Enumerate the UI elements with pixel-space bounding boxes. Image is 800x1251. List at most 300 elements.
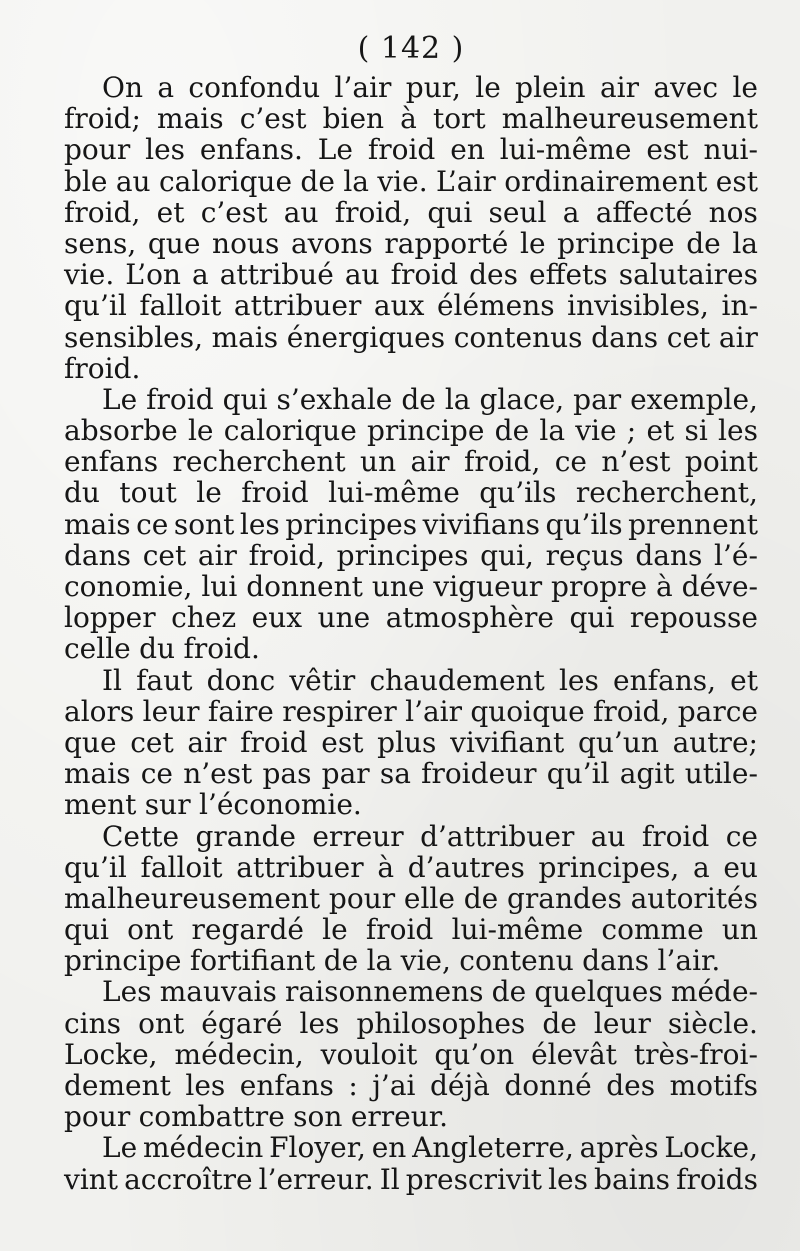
word: glace, [479,382,565,416]
word: froid [367,133,436,167]
word: en [450,133,485,167]
word: recherchent [172,445,346,479]
text-line [64,415,758,446]
word: lopper [64,601,156,635]
word: les [239,507,280,541]
text-line [64,602,758,633]
word: vivifians [422,507,540,541]
text-line [64,1070,758,1101]
word: une [317,601,371,635]
word: du [139,632,176,666]
word: du [64,476,100,510]
word: pas [262,757,312,791]
word: invisibles, [567,289,709,323]
text-line [64,477,758,508]
word: froids [676,1162,758,1196]
word: grande [195,819,296,853]
word: j’ai [372,1069,416,1102]
word: siècle. [667,1006,758,1040]
word: qui [569,601,615,635]
word: conomie, [64,570,193,603]
word: bien [322,102,385,136]
word: nui- [703,133,758,167]
word: utile- [684,757,758,791]
word: que [64,725,117,759]
word: le [519,226,546,260]
word: froid, [334,195,412,229]
word: la [539,414,566,448]
word: calorique [223,414,357,448]
word: Le [102,382,138,416]
word: grandes [506,881,622,915]
text-line [64,1039,758,1070]
word: cins [64,1006,122,1040]
word: ont [138,1006,185,1040]
word: l’air [334,71,392,104]
word: falloit [140,850,223,884]
word: les [299,1006,340,1040]
word: à [656,570,673,603]
word: Locke, [664,1131,758,1165]
word: qui, [480,538,534,572]
word: nos [708,195,758,229]
word: qu’il [546,757,610,791]
text-line [64,633,758,664]
word: regardé [191,913,304,947]
word: l’air. [657,944,721,978]
word: vie [575,414,617,448]
word: d’autres [407,850,525,884]
word: ; [626,414,637,448]
text-line [64,758,758,789]
word: un [721,913,758,947]
word: cet [142,538,187,572]
word: élémens [436,289,555,323]
word: de [542,1006,577,1040]
word: malheureusement [64,881,321,915]
text-line [64,446,758,477]
word: mais [157,102,224,136]
word: Il [379,1162,400,1196]
word: absorbe [64,414,178,448]
word: s’exhale [276,382,393,416]
word: eu [723,850,758,884]
word: d’attribuer [420,819,575,853]
word: les [558,663,599,697]
word: enfans. [199,133,303,167]
text-line [64,727,758,758]
word: l’erreur. [258,1162,374,1196]
text-line [64,945,758,976]
word: air [410,445,450,479]
word: de [323,944,359,978]
word: erreur [312,819,404,853]
word: principes [285,507,418,541]
word: qui [64,913,109,947]
word: pour [64,1100,131,1134]
word: prennent [628,507,758,541]
text-line [64,1101,758,1132]
word: chez [171,601,237,635]
word: enfans [64,445,159,479]
word: lui [201,570,238,603]
word: le [732,71,758,104]
text-line [64,166,758,197]
text-line [64,290,758,321]
word: leur [142,694,200,728]
word: plus [377,725,437,759]
word: énergiques [286,320,446,354]
word: Le [317,133,353,167]
word: donnent [246,570,363,603]
word: in- [721,289,758,323]
word: qu’un [577,725,659,759]
text-line [64,821,758,852]
word: : [348,1069,358,1102]
text-line [64,259,758,290]
word: combattre [138,1100,285,1134]
text-line [64,1008,758,1039]
word: point [684,445,758,479]
text-line [64,976,758,1007]
word: principe [557,226,675,260]
word: dans [64,538,132,572]
word: froid, [248,538,325,572]
word: enfans, [613,663,716,697]
word: On [102,71,143,104]
word: pour [328,881,396,915]
word: tout [119,476,177,510]
word: qui [222,382,268,416]
word: faire [207,694,274,728]
text-line [64,103,758,134]
page-number: ( 142 ) [357,31,465,66]
word: a [191,258,209,292]
word: celle [64,632,131,666]
word: qu’il [64,850,127,884]
word: froid; [64,102,141,136]
word: de [686,226,721,260]
word: médecin [142,1131,264,1165]
word: par [321,757,370,791]
word: le [187,414,214,448]
word: air [197,538,237,572]
word: chaudement [369,663,545,697]
word: rapporté [384,226,509,260]
text-line [64,665,758,696]
word: enfans [239,1069,334,1102]
word: la [444,382,471,416]
word: pour [64,133,131,167]
word: la [732,226,758,260]
word: vigueur [433,570,543,603]
word: l’économie. [198,788,362,822]
word: contenu [459,944,574,978]
word: froid. [64,351,141,385]
word: confondu [188,71,321,104]
word: parce [677,694,758,728]
word: quoique [470,694,585,728]
text-line [64,197,758,228]
word: quelques [534,975,663,1009]
word: ce [140,757,174,791]
word: motifs [669,1069,758,1102]
word: donné [504,1069,592,1102]
word: attribué [219,258,334,292]
word: les [548,1162,588,1196]
word: tort [432,102,486,136]
word: au [283,195,319,229]
word: n’est [183,757,253,791]
word: froid, [463,445,541,479]
body-text [64,72,758,1195]
word: élevât [531,1037,617,1071]
word: médecin, [174,1037,304,1071]
word: dement [64,1069,171,1102]
word: agit [619,757,675,791]
word: égaré [201,1006,283,1040]
word: prescrivit [405,1162,543,1196]
word: par [573,382,622,416]
word: sensibles, [64,320,204,354]
word: froid [240,725,308,759]
word: principes, [538,850,680,884]
text-line [64,1132,758,1163]
word: ble [64,164,108,198]
word: froid [390,258,459,292]
word: en [371,1131,407,1165]
text-line [64,228,758,259]
word: au [590,819,626,853]
word: alors [64,694,135,728]
word: à [400,102,417,136]
word: vêtir [289,663,356,697]
word: de [491,975,527,1009]
word: froid [146,382,214,416]
word: effets [529,258,608,292]
word: Cette [102,819,180,853]
word: déjà [429,1069,490,1102]
word: Locke, [64,1037,158,1071]
word: salutaires [618,258,758,292]
word: elle [403,881,455,915]
word: sont [173,507,235,541]
word: faut [136,663,193,697]
word: si [684,414,708,448]
word: froid, [592,694,670,728]
text-line [64,509,758,540]
word: sa [379,757,411,791]
word: accroître [124,1162,253,1196]
word: c’est [239,102,307,136]
word: cet [666,320,711,354]
word: repousse [629,601,758,635]
word: ment [64,788,137,822]
word: propre [551,570,648,603]
text-line [64,1164,758,1195]
word: comme [601,913,704,947]
word: une [371,570,425,603]
word: leur [593,1006,651,1040]
word: froid [365,913,434,947]
word: a [157,71,175,104]
word: les [145,133,186,167]
word: air [718,320,758,354]
word: très-froi- [633,1037,758,1071]
word: vie. [64,258,115,292]
word: vivifiant [450,725,565,759]
word: Angleterre, [412,1131,574,1165]
word: et [646,414,675,448]
word: qu’on [434,1037,515,1071]
word: air [599,71,639,104]
word: philosophes [356,1006,526,1040]
word: a [692,850,710,884]
word: déve- [681,570,758,603]
word: le [196,476,222,510]
word: les [185,1069,226,1102]
word: calorique [158,164,293,198]
word: autorités [630,881,758,915]
word: le [322,913,348,947]
word: ce [725,819,758,853]
text-line [64,789,758,820]
word: froid [641,819,710,853]
word: ce [554,445,587,479]
word: l’air [405,694,462,728]
word: a [562,195,580,229]
word: plein [515,71,586,104]
word: attribuer [233,289,362,323]
text-line [64,134,758,165]
word: de [401,382,436,416]
word: autre; [672,725,758,759]
word: des [606,1069,656,1102]
word: que [147,226,201,260]
word: dans [591,320,659,354]
word: fortifiant [189,944,316,978]
word: Le [102,1131,138,1165]
word: raisonnemens [285,975,484,1009]
word: les [718,414,758,448]
word: mais [64,507,131,541]
word: lui-même [451,913,584,947]
word: mais [64,757,131,791]
word: eux [251,601,303,635]
word: est [715,164,758,198]
word: atmosphère [385,601,554,635]
word: affecté [595,195,693,229]
word: nous [212,226,280,260]
word: principes [336,538,469,572]
word: de [300,164,335,198]
word: aux [373,289,425,323]
text-line [64,353,758,384]
word: au [115,164,151,198]
word: L’air [436,164,496,198]
word: bains [594,1162,671,1196]
word: dans [582,944,650,978]
text-line [64,540,758,571]
word: à [377,850,395,884]
word: la [366,944,393,978]
word: qu’ils [479,476,557,510]
word: principe [64,944,182,978]
word: vie. [377,164,428,198]
word: malheureusement [501,102,758,136]
word: après [579,1131,659,1165]
text-line [64,571,758,602]
word: respirer [282,694,397,728]
word: vint [64,1162,119,1196]
text-line [64,72,758,103]
word: ordinairement [504,164,708,198]
word: sur [144,788,191,822]
text-line [64,696,758,727]
word: Les [102,975,152,1009]
word: et [156,195,185,229]
word: erreur. [350,1100,448,1134]
word: froideur [421,757,537,791]
word: dans [635,538,703,572]
word: froid. [183,632,260,666]
word: sens, [64,226,137,260]
word: contenus [453,320,583,354]
word: recherchent, [575,476,758,510]
word: reçus [545,538,624,572]
word: est [646,133,689,167]
word: falloit [139,289,222,323]
word: pur, [405,71,461,104]
word: la [343,164,369,198]
word: seul [488,195,547,229]
word: L’on [125,258,181,292]
word: l’é- [714,538,758,572]
word: principe [366,414,485,448]
word: avec [653,71,719,104]
word: des [469,258,518,292]
word: un [360,445,397,479]
word: cet [130,725,174,759]
word: lui-même [328,476,460,510]
word: donc [206,663,276,697]
word: Il [102,663,123,697]
word: vie, [400,944,451,978]
word: mauvais [159,975,277,1009]
word: exemple, [630,382,758,416]
word: est [321,725,364,759]
word: qui [427,195,473,229]
text-line [64,914,758,945]
word: n’est [601,445,671,479]
word: Floyer, [269,1131,366,1165]
text-line [64,883,758,914]
word: et [730,663,758,697]
word: avons [290,226,373,260]
word: air [187,725,227,759]
word: ce [136,507,169,541]
word: son [293,1100,343,1134]
word: de [463,881,499,915]
word: attribuer [236,850,364,884]
text-line [64,384,758,415]
word: ont [127,913,174,947]
word: méde- [670,975,758,1009]
word: c’est [200,195,268,229]
word: qu’ils [545,507,623,541]
word: froid, [64,195,141,229]
word: de [494,414,530,448]
